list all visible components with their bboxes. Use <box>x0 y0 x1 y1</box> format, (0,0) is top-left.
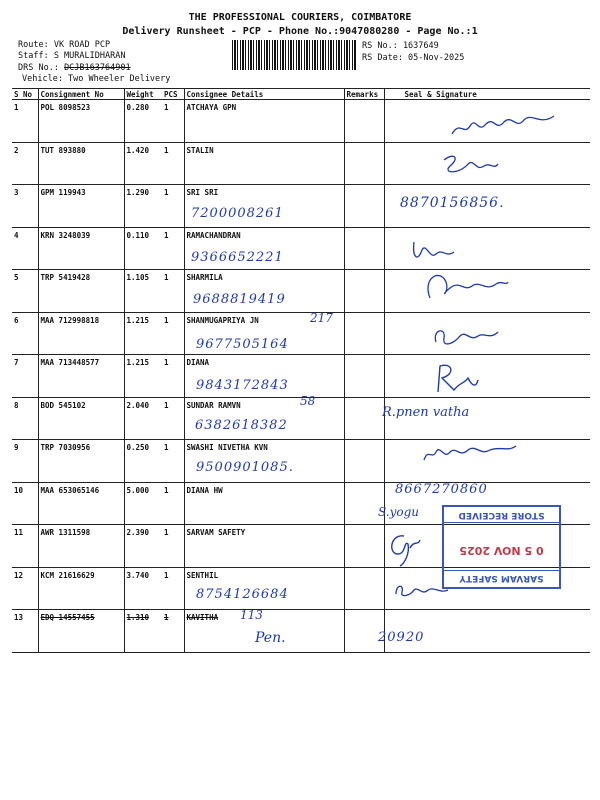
handwritten-phone: 9688819419 <box>193 292 286 307</box>
row-sno: 6 <box>12 312 38 355</box>
row-consignee: SRI SRI <box>184 185 344 228</box>
route-label: Route: VK ROAD PCP <box>18 40 111 50</box>
row-sno: 5 <box>12 270 38 313</box>
row-remarks <box>344 142 384 185</box>
row-consignment: TRP 7030956 <box>38 440 124 483</box>
col-weight: Weight <box>124 89 162 100</box>
staff-label: Staff: S MURALIDHARAN <box>18 51 126 61</box>
row-pcs: 1 <box>162 100 184 143</box>
table-row <box>12 355 590 398</box>
table-header <box>12 89 590 100</box>
row-pcs: 1 <box>162 185 184 228</box>
handwritten-phone: 9677505164 <box>196 337 289 352</box>
row-pcs: 1 <box>162 567 184 610</box>
handwritten-phone: 8754126684 <box>196 587 289 602</box>
row-consignment: MAA 712998818 <box>38 312 124 355</box>
table-row <box>12 142 590 185</box>
row-consignment: TUT 893880 <box>38 142 124 185</box>
row-consignee: SARVAM SAFETY <box>184 525 344 568</box>
row-consignee: DIANA HW <box>184 482 344 525</box>
row-sno: 2 <box>12 142 38 185</box>
stamp-date: 0 5 NOV 2025 <box>459 544 544 557</box>
table-row <box>12 312 590 355</box>
handwritten-note: Pen. <box>255 630 286 646</box>
row-pcs: 1 <box>162 397 184 440</box>
row-pcs: 1 <box>162 440 184 483</box>
received-stamp <box>442 505 561 589</box>
drs-number: DCJB163764901 <box>64 63 131 73</box>
row-pcs: 1 <box>162 142 184 185</box>
table-row <box>12 227 590 270</box>
row-consignee: DIANA <box>184 355 344 398</box>
row-sno: 10 <box>12 482 38 525</box>
handwritten-signature: R.pnen vatha <box>382 405 470 420</box>
row-weight: 1.215 <box>124 355 162 398</box>
row-weight: 1.290 <box>124 185 162 228</box>
signature-scribble <box>430 322 500 352</box>
col-sno: S No <box>12 89 38 100</box>
signature-scribble <box>440 150 500 180</box>
handwritten-signature: 20920 <box>378 630 425 645</box>
col-signature: Seal & Signature <box>384 89 590 100</box>
row-sno: 11 <box>12 525 38 568</box>
signature-scribble <box>384 530 424 570</box>
row-remarks <box>344 440 384 483</box>
signature-scribble <box>420 440 520 466</box>
row-weight: 1.105 <box>124 270 162 313</box>
row-weight: 2.390 <box>124 525 162 568</box>
handwritten-signature: 8667270860 <box>395 482 488 497</box>
row-consignee: STALIN <box>184 142 344 185</box>
col-remarks: Remarks <box>344 89 384 100</box>
row-consignment: TRP 5419428 <box>38 270 124 313</box>
handwritten-note: 217 <box>310 311 333 325</box>
runsheet-subtitle: Delivery Runsheet - PCP - Phone No.:9047080280 - Page No.:1 <box>122 26 478 37</box>
handwritten-phone: 9843172843 <box>196 378 289 393</box>
row-sno: 7 <box>12 355 38 398</box>
row-pcs: 1 <box>162 270 184 313</box>
row-consignee: ATCHAYA GPN <box>184 100 344 143</box>
row-sno: 9 <box>12 440 38 483</box>
row-remarks <box>344 185 384 228</box>
handwritten-note: 58 <box>300 394 316 408</box>
handwritten-signature: S.yogu <box>378 505 420 519</box>
signature-scribble <box>420 268 510 308</box>
row-signature <box>384 355 590 398</box>
handwritten-phone: 9366652221 <box>191 250 284 265</box>
row-sno: 4 <box>12 227 38 270</box>
row-remarks <box>344 270 384 313</box>
row-remarks <box>344 227 384 270</box>
row-consignee: SWASHI NIVETHA KVN <box>184 440 344 483</box>
row-remarks <box>344 525 384 568</box>
col-pcs: PCS <box>162 89 184 100</box>
stamp-status: STORE RECEIVED <box>444 510 559 523</box>
signature-scribble <box>432 360 482 396</box>
handwritten-phone: 9500901085. <box>196 460 294 475</box>
row-consignee: SENTHIL <box>184 567 344 610</box>
row-pcs: 1 <box>162 227 184 270</box>
handwritten-phone: 7200008261 <box>191 206 284 221</box>
row-weight: 1.310 <box>124 610 162 653</box>
company-title: THE PROFESSIONAL COURIERS, COIMBATORE <box>188 12 412 23</box>
row-consignment: MAA 713448577 <box>38 355 124 398</box>
signature-scribble <box>408 238 458 268</box>
row-remarks <box>344 567 384 610</box>
row-consignee: RAMACHANDRAN <box>184 227 344 270</box>
row-pcs: 1 <box>162 525 184 568</box>
row-consignee: SHANMUGAPRIYA JN <box>184 312 344 355</box>
row-weight: 0.280 <box>124 100 162 143</box>
row-pcs: 1 <box>162 312 184 355</box>
row-consignment: AWR 1311598 <box>38 525 124 568</box>
rs-number: RS No.: 1637649 <box>362 41 439 51</box>
rs-date: RS Date: 05-Nov-2025 <box>362 53 465 63</box>
col-consignment: Consignment No <box>38 89 124 100</box>
row-weight: 5.000 <box>124 482 162 525</box>
row-consignment: MAA 653065146 <box>38 482 124 525</box>
row-remarks <box>344 100 384 143</box>
row-remarks <box>344 312 384 355</box>
table-row <box>12 610 590 653</box>
col-consignee: Consignee Details <box>184 89 344 100</box>
row-consignment: GPM 119943 <box>38 185 124 228</box>
row-consignment: KRN 3248039 <box>38 227 124 270</box>
handwritten-note: 113 <box>240 608 263 622</box>
row-sno: 8 <box>12 397 38 440</box>
handwritten-phone: 6382618382 <box>195 418 288 433</box>
row-consignee: KAVITHA <box>184 610 344 653</box>
vehicle-label: Vehicle: Two Wheeler Delivery <box>22 74 171 84</box>
row-pcs: 1 <box>162 355 184 398</box>
row-weight: 3.740 <box>124 567 162 610</box>
barcode <box>232 40 356 70</box>
row-sno: 3 <box>12 185 38 228</box>
row-consignee: SUNDAR RAMVN <box>184 397 344 440</box>
row-weight: 0.250 <box>124 440 162 483</box>
row-remarks <box>344 397 384 440</box>
drs-label <box>18 63 131 73</box>
row-consignment: EDQ 14557455 <box>38 610 124 653</box>
drs-prefix: DRS No.: <box>18 63 65 73</box>
handwritten-signature: 8870156856. <box>400 195 505 211</box>
row-weight: 2.040 <box>124 397 162 440</box>
stamp-company: SARVAM SAFETY <box>444 570 559 583</box>
row-pcs: 1 <box>162 610 184 653</box>
row-sno: 12 <box>12 567 38 610</box>
row-sno: 1 <box>12 100 38 143</box>
row-consignment: POL 8098523 <box>38 100 124 143</box>
row-weight: 1.215 <box>124 312 162 355</box>
row-sno: 13 <box>12 610 38 653</box>
row-consignee: SHARMILA <box>184 270 344 313</box>
row-remarks <box>344 355 384 398</box>
row-pcs: 1 <box>162 482 184 525</box>
row-weight: 0.110 <box>124 227 162 270</box>
row-weight: 1.420 <box>124 142 162 185</box>
row-consignment: KCM 21616629 <box>38 567 124 610</box>
signature-scribble <box>450 110 560 140</box>
row-consignment: BOD 545102 <box>38 397 124 440</box>
